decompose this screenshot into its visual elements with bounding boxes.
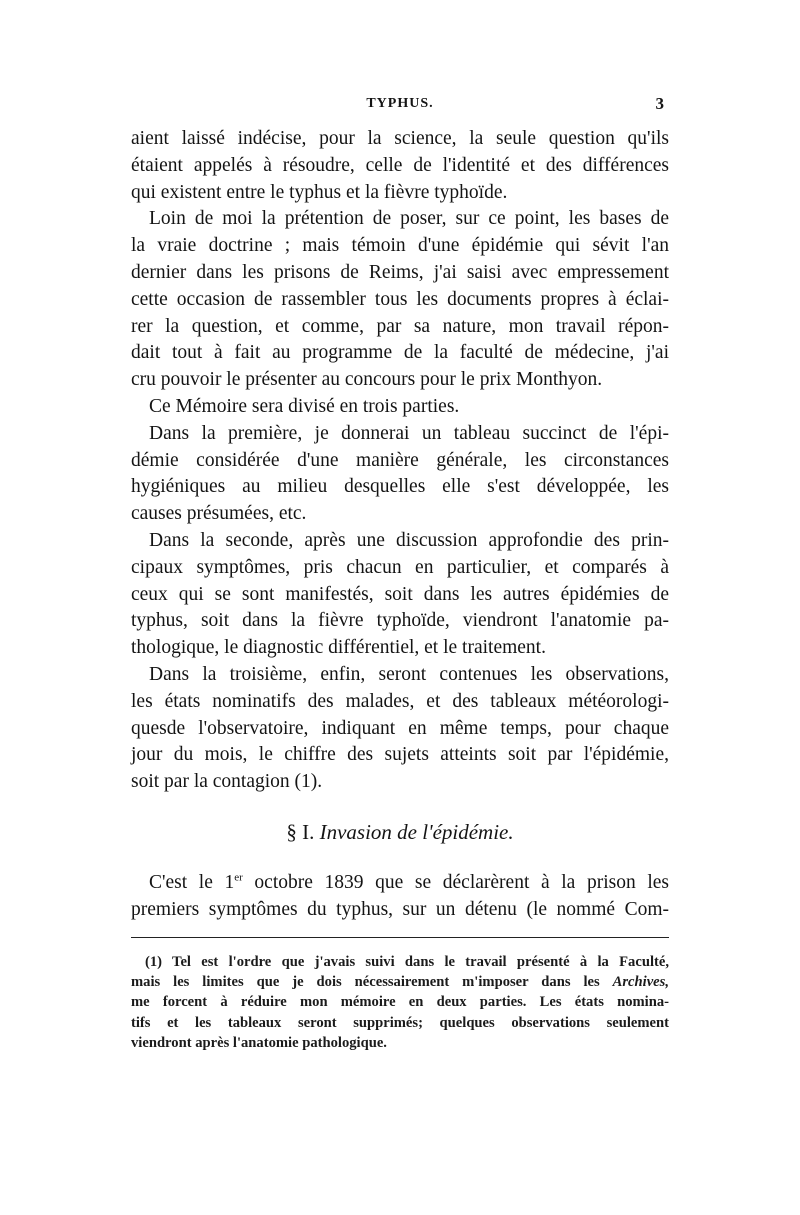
text-line: causes présumées, etc. bbox=[131, 503, 307, 525]
text-line: dait tout à fait au programme de la faculté de médecine, j'ai bbox=[131, 342, 669, 364]
paragraph-3 bbox=[131, 394, 669, 421]
text-line: cipaux symptômes, pris chacun en particulier, et comparés à bbox=[131, 556, 669, 578]
text-line: Dans la seconde, après une discussion approfondie des prin- bbox=[149, 529, 669, 551]
text-fragment: mais les limites que je dois nécessairement m'imposer dans les bbox=[131, 974, 613, 991]
section-title: Invasion de l'épidémie. bbox=[319, 820, 514, 844]
paragraph-1 bbox=[131, 126, 669, 206]
text-line: premiers symptômes du typhus, sur un détenu (le nommé Com- bbox=[131, 898, 669, 920]
text-line: ceux qui se sont manifestés, soit dans les autres épidémies de bbox=[131, 583, 669, 605]
text-line: rer la question, et comme, par sa nature, mon travail répon- bbox=[131, 315, 669, 337]
running-title: TYPHUS. bbox=[366, 96, 434, 111]
text-line: la vraie doctrine ; mais témoin d'une épidémie qui sévit l'an bbox=[131, 235, 669, 257]
text-line: aient laissé indécise, pour la science, la seule question qu'ils bbox=[131, 128, 669, 149]
text-line: Dans la première, je donnerai un tableau succinct de l'épi- bbox=[149, 422, 669, 444]
footnote-line: (1) Tel est l'ordre que j'avais suivi dans le travail présenté à la Faculté, bbox=[145, 954, 669, 970]
text-line: qui existent entre le typhus et la fièvre typhoïde. bbox=[131, 181, 508, 203]
running-head bbox=[131, 96, 669, 120]
text-line: cette occasion de rassembler tous les documents propres à éclai- bbox=[131, 288, 669, 310]
paragraph-5 bbox=[131, 528, 669, 662]
footnote-line bbox=[131, 972, 669, 992]
footnote-line: viendront après l'anatomie pathologique. bbox=[131, 1034, 387, 1051]
page-number: 3 bbox=[655, 94, 665, 113]
text-fragment: octobre 1839 que se déclarèrent à la prison les bbox=[242, 872, 669, 893]
paragraph-6 bbox=[131, 662, 669, 796]
text-line: hygiéniques au milieu desquelles elle s'est développée, les bbox=[131, 476, 669, 498]
ordinal-superscript: er bbox=[234, 871, 243, 884]
footnote bbox=[131, 952, 669, 1053]
text-line: Loin de moi la prétention de poser, sur ce point, les bases de bbox=[149, 208, 669, 230]
body-text bbox=[131, 126, 669, 796]
paragraph-4 bbox=[131, 421, 669, 528]
text-line: les états nominatifs des malades, et des tableaux météorologi- bbox=[131, 690, 669, 712]
footnote-line: tifs et les tableaux seront supprimés; quelques observations seulement bbox=[131, 1014, 669, 1031]
text-fragment: C'est le 1 bbox=[149, 872, 235, 893]
text-line: soit par la contagion (1). bbox=[131, 771, 323, 793]
text-line: dernier dans les prisons de Reims, j'ai saisi avec empressement bbox=[131, 261, 669, 283]
text-line: quesde l'observatoire, indiquant en même temps, pour chaque bbox=[131, 717, 669, 739]
footnote-rule bbox=[131, 937, 669, 938]
text-line: démie considérée d'une manière générale, les circonstances bbox=[131, 449, 669, 471]
paragraph-2 bbox=[131, 206, 669, 394]
text-line: typhus, soit dans la fièvre typhoïde, viendront l'anatomie pa- bbox=[131, 610, 669, 632]
section-text bbox=[131, 870, 669, 924]
section-symbol: § I. bbox=[286, 820, 315, 844]
footnote-line: me forcent à réduire mon mémoire en deux parties. Les états nomina- bbox=[131, 994, 669, 1011]
text-line bbox=[131, 870, 669, 897]
book-page bbox=[131, 0, 669, 1215]
text-line: jour du mois, le chiffre des sujets atteints soit par l'épidémie, bbox=[131, 744, 669, 766]
text-line: cru pouvoir le présenter au concours pour le prix Monthyon. bbox=[131, 369, 603, 391]
text-line: étaient appelés à résoudre, celle de l'identité et des différences bbox=[131, 154, 669, 176]
section-heading bbox=[131, 818, 669, 846]
text-line: Dans la troisième, enfin, seront contenues les observations, bbox=[149, 663, 669, 685]
text-line: thologique, le diagnostic différentiel, et le traitement. bbox=[131, 637, 546, 659]
text-line: Ce Mémoire sera divisé en trois parties. bbox=[149, 395, 460, 417]
italic-text: Archives, bbox=[612, 974, 669, 991]
